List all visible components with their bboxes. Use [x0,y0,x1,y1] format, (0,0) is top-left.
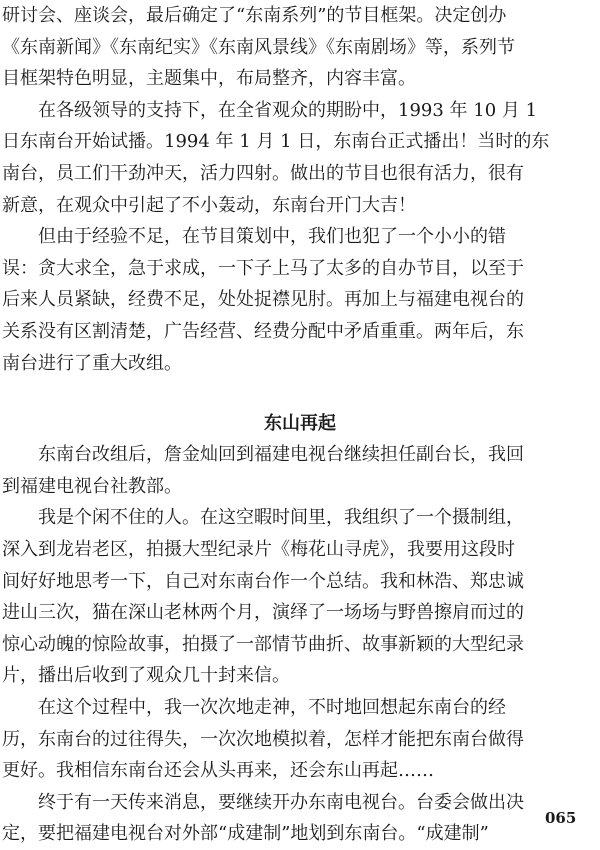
text-line [0,63,600,95]
text-line [0,471,600,503]
text-line [0,284,600,316]
text-line [0,32,600,64]
text-line [0,787,600,819]
line-text: 南台，员工们干劲冲天，活力四射。做出的节目也很有活力，很有 [2,163,524,184]
line-text: 到福建电视台社教部。 [2,475,182,497]
line-text: 更好。我相信东南台还会从头再来，还会东山再起…… [2,760,434,782]
line-text: 东南台改组后，詹金灿回到福建电视台继续担任副台长，我回 [38,444,524,466]
line-text: 日东南台开始试播。1994 年 1 月 1 日，东南台正式播出！当时的东 [2,131,550,153]
line-text: 我是个闲不住的人。在这空暇时间里，我组织了一个摄制组， [38,507,524,529]
line-text: 目框架特色明显，主题集中，布局整齐，内容丰富。 [2,68,416,90]
text-line [0,158,600,190]
text-line [0,253,600,285]
text-line [0,629,600,661]
line-text: 《东南新闻》《东南纪实》《东南风景线》《东南剧场》等，系列节 [2,36,515,58]
line-text: 新意，在观众中引起了不小轰动，东南台开门大吉！ [2,194,416,216]
line-text: 惊心动魄的惊险故事，拍摄了一部情节曲折、故事新颖的大型纪录 [2,633,524,655]
section-heading: 东山再起 [264,412,336,434]
text-line [0,221,600,253]
text-line [0,692,600,724]
text-line [0,755,600,787]
line-text: 终于有一天传来消息，要继续开办东南电视台。台委会做出决 [38,791,524,813]
text-line [0,502,600,534]
line-text: 片，播出后收到了观众几十封来信。 [2,665,290,687]
text-line [0,660,600,692]
text-line [0,566,600,598]
line-text: 进山三次，猫在深山老林两个月，演绎了一场场与野兽擦肩而过的 [2,602,524,624]
line-text: 但由于经验不足，在节目策划中，我们也犯了一个小小的错 [38,226,506,248]
line-text: 南台进行了重大改组。 [2,352,182,374]
text-line [0,190,600,222]
text-line [0,316,600,348]
text-line [0,439,600,471]
text-line [0,724,600,756]
line-text: 后来人员紧缺，经费不足，处处捉襟见肘。再加上与福建电视台的 [2,289,524,311]
line-text: 历，东南台的过往得失，一次次地模拟着，怎样才能把东南台做得 [2,728,524,750]
line-text: 深入到龙岩老区，拍摄大型纪录片《梅花山寻虎》，我要用这段时 [2,539,515,561]
line-text: 间好好地思考一下，自己对东南台作一个总结。我和林浩、郑忠诚 [2,570,524,592]
text-line [0,0,600,32]
line-text: 研讨会、座谈会，最后确定了“东南系列”的节目框架。决定创办 [2,5,507,26]
page-number: 065 [545,809,577,827]
line-text: 在各级领导的支持下，在全省观众的期盼中，1993 年 10 月 1 [38,99,538,121]
text-line [0,126,600,158]
text-line [0,348,600,380]
line-text: 误：贪大求全，急于求成，一下子上马了太多的自办节目，以至于 [2,257,524,279]
line-text: 关系没有区割清楚，广告经营、经费分配中矛盾重重。两年后，东 [2,321,524,342]
line-text: 定，要把福建电视台对外部“成建制”地划到东南台。“成建制” [2,823,489,845]
line-text: 在这个过程中，我一次次地走神，不时地回想起东南台的经 [38,697,506,719]
text-line [0,95,600,127]
text-line [0,818,600,850]
text-line [0,597,600,629]
text-line [0,534,600,566]
